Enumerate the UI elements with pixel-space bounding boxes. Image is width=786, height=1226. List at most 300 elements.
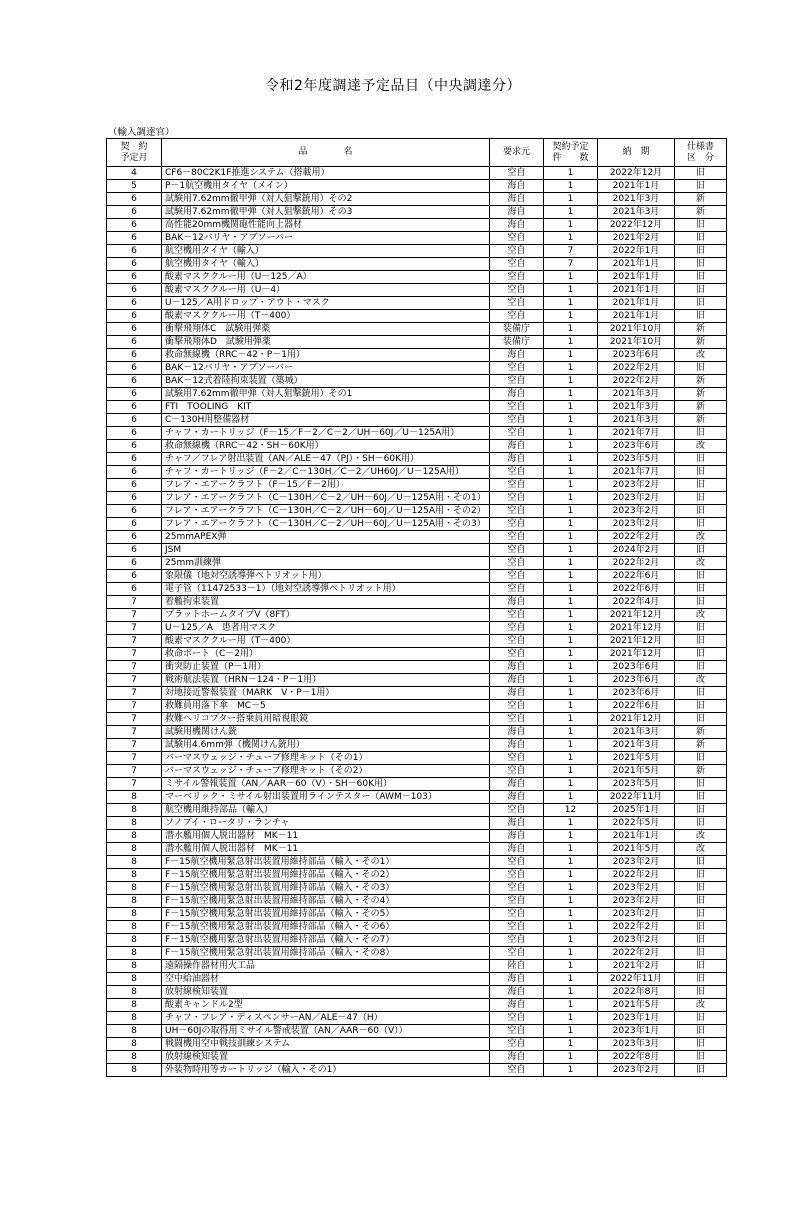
cell-requester: 空自 — [490, 752, 544, 765]
cell-item: 試験用4.6mm弾（機関けん銃用） — [162, 739, 490, 752]
cell-spec: 旧 — [675, 271, 727, 284]
header-contract-month-line1: 契 約 — [120, 141, 148, 152]
cell-delivery: 2023年6月 — [598, 687, 675, 700]
cell-month: 7 — [107, 661, 162, 674]
table-row — [107, 219, 727, 232]
table-row — [107, 310, 727, 323]
cell-month: 8 — [107, 1051, 162, 1064]
cell-month: 6 — [107, 531, 162, 544]
cell-delivery: 2022年6月 — [598, 700, 675, 713]
cell-spec: 旧 — [675, 687, 727, 700]
cell-month: 6 — [107, 505, 162, 518]
cell-requester: 海自 — [490, 778, 544, 791]
cell-delivery: 2022年6月 — [598, 583, 675, 596]
table-row — [107, 1064, 727, 1077]
cell-delivery: 2025年1月 — [598, 804, 675, 817]
cell-month: 6 — [107, 583, 162, 596]
table-row — [107, 791, 727, 804]
cell-delivery: 2021年3月 — [598, 193, 675, 206]
table-row — [107, 713, 727, 726]
cell-requester: 空自 — [490, 648, 544, 661]
cell-item: 救難ヘリコプター搭乗員用暗視眼鏡 — [162, 713, 490, 726]
cell-spec: 旧 — [675, 635, 727, 648]
cell-month: 8 — [107, 817, 162, 830]
cell-delivery: 2021年2月 — [598, 960, 675, 973]
cell-item: 酸素マスククルー用（U－125／A） — [162, 271, 490, 284]
cell-item: 電子管（11472533－1）（地対空誘導弾ペトリオット用） — [162, 583, 490, 596]
cell-delivery: 2023年2月 — [598, 1064, 675, 1077]
cell-spec: 旧 — [675, 895, 727, 908]
cell-item: フレア・エアークラフト（F－15／F－2用） — [162, 479, 490, 492]
cell-item: 救命無線機（RRC－42・SH－60K用） — [162, 440, 490, 453]
cell-month: 8 — [107, 973, 162, 986]
cell-count: 7 — [544, 245, 598, 258]
cell-spec: 改 — [675, 999, 727, 1012]
table-row — [107, 245, 727, 258]
cell-spec: 旧 — [675, 1025, 727, 1038]
cell-spec: 旧 — [675, 219, 727, 232]
cell-requester: 海自 — [490, 661, 544, 674]
cell-delivery: 2021年12月 — [598, 713, 675, 726]
cell-requester: 空自 — [490, 869, 544, 882]
cell-spec: 新 — [675, 726, 727, 739]
table-row — [107, 362, 727, 375]
table-row — [107, 570, 727, 583]
table-row — [107, 752, 727, 765]
cell-month: 6 — [107, 297, 162, 310]
cell-requester: 空自 — [490, 427, 544, 440]
cell-item: 高性能20mm機関砲性能向上器材 — [162, 219, 490, 232]
cell-count: 1 — [544, 700, 598, 713]
table-row — [107, 388, 727, 401]
cell-spec: 旧 — [675, 752, 727, 765]
cell-spec: 旧 — [675, 258, 727, 271]
cell-count: 12 — [544, 804, 598, 817]
cell-spec: 旧 — [675, 921, 727, 934]
cell-requester: 空自 — [490, 518, 544, 531]
cell-month: 7 — [107, 739, 162, 752]
cell-spec: 改 — [675, 557, 727, 570]
cell-requester: 海自 — [490, 193, 544, 206]
cell-item: 放射線検知装置 — [162, 1051, 490, 1064]
cell-delivery: 2021年1月 — [598, 180, 675, 193]
cell-spec: 旧 — [675, 505, 727, 518]
table-row — [107, 531, 727, 544]
cell-delivery: 2021年12月 — [598, 609, 675, 622]
header-requester: 要求元 — [490, 139, 544, 167]
cell-item: F－15航空機用緊急射出装置用維持部品（輸入・その5） — [162, 908, 490, 921]
cell-count: 1 — [544, 1025, 598, 1038]
cell-count: 1 — [544, 453, 598, 466]
cell-spec: 旧 — [675, 167, 727, 180]
cell-count: 1 — [544, 414, 598, 427]
cell-delivery: 2024年2月 — [598, 544, 675, 557]
cell-count: 1 — [544, 622, 598, 635]
cell-spec: 旧 — [675, 232, 727, 245]
table-row — [107, 986, 727, 999]
cell-requester: 海自 — [490, 453, 544, 466]
cell-month: 6 — [107, 401, 162, 414]
cell-count: 1 — [544, 362, 598, 375]
cell-requester: 空自 — [490, 505, 544, 518]
cell-delivery: 2022年12月 — [598, 219, 675, 232]
cell-requester: 海自 — [490, 206, 544, 219]
header-contract-count-line1: 契約予定 — [552, 141, 589, 152]
cell-requester: 海自 — [490, 674, 544, 687]
cell-delivery: 2022年2月 — [598, 947, 675, 960]
cell-requester: 海自 — [490, 726, 544, 739]
cell-delivery: 2023年2月 — [598, 895, 675, 908]
cell-requester: 海自 — [490, 791, 544, 804]
cell-month: 6 — [107, 362, 162, 375]
cell-spec: 旧 — [675, 284, 727, 297]
cell-month: 6 — [107, 258, 162, 271]
table-row — [107, 947, 727, 960]
cell-count: 1 — [544, 557, 598, 570]
cell-requester: 空自 — [490, 583, 544, 596]
cell-requester: 空自 — [490, 908, 544, 921]
cell-requester: 海自 — [490, 986, 544, 999]
cell-month: 8 — [107, 921, 162, 934]
cell-spec: 旧 — [675, 492, 727, 505]
cell-item: JSM — [162, 544, 490, 557]
cell-delivery: 2021年3月 — [598, 401, 675, 414]
table-row — [107, 661, 727, 674]
table-row — [107, 843, 727, 856]
cell-item: バーマスウェッジ・チューブ修理キット（その2） — [162, 765, 490, 778]
cell-requester: 空自 — [490, 362, 544, 375]
cell-requester: 海自 — [490, 817, 544, 830]
cell-requester: 空自 — [490, 947, 544, 960]
cell-delivery: 2021年7月 — [598, 466, 675, 479]
table-row — [107, 427, 727, 440]
cell-count: 1 — [544, 986, 598, 999]
cell-month: 8 — [107, 947, 162, 960]
cell-item: 外装物時用等カートリッジ（輸入・その1） — [162, 1064, 490, 1077]
cell-item: 試験用7.62mm徹甲弾（対人狙撃銃用）その3 — [162, 206, 490, 219]
cell-count: 1 — [544, 661, 598, 674]
cell-month: 8 — [107, 908, 162, 921]
cell-month: 6 — [107, 557, 162, 570]
header-spec-type-line1: 仕様書 — [686, 141, 714, 152]
cell-count: 1 — [544, 219, 598, 232]
cell-requester: 空自 — [490, 167, 544, 180]
cell-item: 救難員用落下傘 MC－5 — [162, 700, 490, 713]
cell-item: バーマスウェッジ・チューブ修理キット（その1） — [162, 752, 490, 765]
table-row — [107, 271, 727, 284]
cell-spec: 新 — [675, 401, 727, 414]
cell-count: 1 — [544, 609, 598, 622]
cell-requester: 空自 — [490, 271, 544, 284]
cell-spec: 旧 — [675, 427, 727, 440]
cell-delivery: 2022年2月 — [598, 869, 675, 882]
table-row — [107, 609, 727, 622]
cell-spec: 旧 — [675, 1064, 727, 1077]
cell-month: 8 — [107, 1025, 162, 1038]
table-row — [107, 999, 727, 1012]
cell-month: 8 — [107, 830, 162, 843]
cell-count: 1 — [544, 921, 598, 934]
cell-spec: 新 — [675, 414, 727, 427]
table-row — [107, 960, 727, 973]
cell-item: 救命ボート（C－2用） — [162, 648, 490, 661]
cell-requester: 空自 — [490, 479, 544, 492]
cell-item: 酸素マスククルー用（T－400） — [162, 310, 490, 323]
cell-item: 潜水艦用個人脱出器材 MK－11 — [162, 830, 490, 843]
cell-delivery: 2023年2月 — [598, 856, 675, 869]
cell-item: 救命無線機（RRC－42・P－1用） — [162, 349, 490, 362]
cell-spec: 旧 — [675, 960, 727, 973]
cell-month: 8 — [107, 934, 162, 947]
cell-delivery: 2021年5月 — [598, 752, 675, 765]
cell-count: 1 — [544, 388, 598, 401]
cell-item: 試験用機関けん銃 — [162, 726, 490, 739]
table-row — [107, 518, 727, 531]
cell-item: CF6－80C2K1F推進システム（搭載用） — [162, 167, 490, 180]
cell-delivery: 2022年2月 — [598, 531, 675, 544]
cell-requester: 空自 — [490, 544, 544, 557]
cell-requester: 海自 — [490, 388, 544, 401]
cell-item: U－125／A用ドロップ・アウト・マスク — [162, 297, 490, 310]
cell-requester: 空自 — [490, 258, 544, 271]
cell-item: 衝撃飛翔体C 試験用弾薬 — [162, 323, 490, 336]
table-body — [107, 167, 727, 1077]
cell-item: マーベリック・ミサイル射出装置用ラインテスター（AWM－103） — [162, 791, 490, 804]
cell-spec: 新 — [675, 336, 727, 349]
cell-delivery: 2021年3月 — [598, 388, 675, 401]
cell-spec: 旧 — [675, 466, 727, 479]
cell-month: 6 — [107, 479, 162, 492]
cell-item: フレア・エアークラフト（C－130H／C－2／UH－60J／U－125A用・その3） — [162, 518, 490, 531]
cell-delivery: 2023年1月 — [598, 1012, 675, 1025]
cell-month: 6 — [107, 232, 162, 245]
cell-requester: 空自 — [490, 921, 544, 934]
cell-month: 8 — [107, 1038, 162, 1051]
cell-spec: 新 — [675, 375, 727, 388]
cell-month: 6 — [107, 219, 162, 232]
cell-spec: 旧 — [675, 908, 727, 921]
procurement-table — [106, 138, 727, 1077]
table-row — [107, 674, 727, 687]
cell-delivery: 2021年5月 — [598, 765, 675, 778]
cell-delivery: 2021年10月 — [598, 323, 675, 336]
cell-delivery: 2021年1月 — [598, 258, 675, 271]
table-row — [107, 440, 727, 453]
table-row — [107, 921, 727, 934]
cell-requester: 空自 — [490, 245, 544, 258]
cell-delivery: 2023年6月 — [598, 661, 675, 674]
cell-month: 6 — [107, 245, 162, 258]
cell-spec: 旧 — [675, 882, 727, 895]
cell-item: フレア・エアークラフト（C－130H／C－2／UH－60J／U－125A用・その1） — [162, 492, 490, 505]
cell-item: ソノブイ・ロータリ・ランチャ — [162, 817, 490, 830]
cell-item: 衝撃飛翔体D 試験用弾薬 — [162, 336, 490, 349]
cell-delivery: 2023年1月 — [598, 1025, 675, 1038]
cell-delivery: 2021年12月 — [598, 622, 675, 635]
cell-item: 象限儀（地対空誘導弾ペトリオット用） — [162, 570, 490, 583]
cell-item: UH－60Jの取得用ミサイル警戒装置（AN／AAR－60（V）） — [162, 1025, 490, 1038]
table-row — [107, 817, 727, 830]
cell-item: 航空機用タイヤ（輸入） — [162, 258, 490, 271]
cell-month: 7 — [107, 713, 162, 726]
header-spec-type-line2: 区 分 — [686, 152, 714, 163]
cell-month: 5 — [107, 180, 162, 193]
cell-requester: 空自 — [490, 895, 544, 908]
cell-count: 1 — [544, 284, 598, 297]
cell-month: 8 — [107, 895, 162, 908]
table-row — [107, 856, 727, 869]
cell-item: チャフ・フレア・ディスペンサーAN／ALE－47（H） — [162, 1012, 490, 1025]
cell-item: 25mmAPEX弾 — [162, 531, 490, 544]
cell-delivery: 2023年5月 — [598, 778, 675, 791]
table-row — [107, 895, 727, 908]
cell-month: 7 — [107, 700, 162, 713]
cell-requester: 空自 — [490, 1064, 544, 1077]
cell-count: 1 — [544, 180, 598, 193]
cell-spec: 旧 — [675, 1051, 727, 1064]
cell-spec: 改 — [675, 609, 727, 622]
table-row — [107, 778, 727, 791]
cell-requester: 空自 — [490, 232, 544, 245]
cell-requester: 空自 — [490, 622, 544, 635]
cell-requester: 空自 — [490, 635, 544, 648]
cell-count: 1 — [544, 375, 598, 388]
table-row — [107, 180, 727, 193]
cell-month: 7 — [107, 622, 162, 635]
table-row — [107, 1025, 727, 1038]
cell-requester: 空自 — [490, 310, 544, 323]
cell-month: 6 — [107, 336, 162, 349]
cell-count: 1 — [544, 843, 598, 856]
cell-spec: 旧 — [675, 804, 727, 817]
cell-spec: 旧 — [675, 1012, 727, 1025]
cell-count: 1 — [544, 518, 598, 531]
cell-delivery: 2021年1月 — [598, 284, 675, 297]
cell-month: 8 — [107, 1064, 162, 1077]
table-row — [107, 700, 727, 713]
cell-requester: 海自 — [490, 687, 544, 700]
cell-requester: 空自 — [490, 297, 544, 310]
table-row — [107, 869, 727, 882]
cell-item: F－15航空機用緊急射出装置用維持部品（輸入・その6） — [162, 921, 490, 934]
cell-delivery: 2021年1月 — [598, 271, 675, 284]
cell-requester: 海自 — [490, 180, 544, 193]
cell-spec: 旧 — [675, 453, 727, 466]
cell-count: 1 — [544, 713, 598, 726]
cell-delivery: 2022年2月 — [598, 557, 675, 570]
cell-requester: 海自 — [490, 739, 544, 752]
cell-month: 8 — [107, 999, 162, 1012]
cell-item: F－15航空機用緊急射出装置用維持部品（輸入・その7） — [162, 934, 490, 947]
cell-requester: 空自 — [490, 856, 544, 869]
cell-month: 6 — [107, 453, 162, 466]
cell-spec: 旧 — [675, 362, 727, 375]
table-row — [107, 193, 727, 206]
cell-count: 1 — [544, 349, 598, 362]
table-row — [107, 323, 727, 336]
cell-item: 戦闘機用空中戦技訓練システム — [162, 1038, 490, 1051]
cell-count: 1 — [544, 401, 598, 414]
cell-month: 8 — [107, 843, 162, 856]
header-delivery: 納 期 — [598, 139, 675, 167]
table-row — [107, 336, 727, 349]
cell-requester: 空自 — [490, 1012, 544, 1025]
cell-spec: 旧 — [675, 1038, 727, 1051]
cell-month: 8 — [107, 791, 162, 804]
cell-count: 1 — [544, 505, 598, 518]
cell-month: 6 — [107, 518, 162, 531]
cell-spec: 旧 — [675, 479, 727, 492]
cell-requester: 装備庁 — [490, 323, 544, 336]
cell-month: 8 — [107, 869, 162, 882]
cell-count: 1 — [544, 323, 598, 336]
header-item-name: 品 名 — [162, 139, 490, 167]
cell-spec: 旧 — [675, 518, 727, 531]
cell-delivery: 2021年1月 — [598, 830, 675, 843]
cell-count: 1 — [544, 778, 598, 791]
cell-count: 1 — [544, 674, 598, 687]
cell-month: 7 — [107, 609, 162, 622]
cell-month: 4 — [107, 167, 162, 180]
cell-count: 1 — [544, 531, 598, 544]
cell-requester: 空自 — [490, 713, 544, 726]
table-row — [107, 375, 727, 388]
cell-spec: 旧 — [675, 700, 727, 713]
cell-count: 1 — [544, 583, 598, 596]
table-row — [107, 648, 727, 661]
cell-item: F－15航空機用緊急射出装置用維持部品（輸入・その2） — [162, 869, 490, 882]
cell-month: 8 — [107, 960, 162, 973]
cell-month: 8 — [107, 882, 162, 895]
cell-requester: 海自 — [490, 349, 544, 362]
table-row — [107, 765, 727, 778]
cell-item: P－1航空機用タイヤ（メイン） — [162, 180, 490, 193]
cell-month: 6 — [107, 323, 162, 336]
cell-requester: 空自 — [490, 466, 544, 479]
cell-item: 着艦拘束装置 — [162, 596, 490, 609]
cell-item: F－15航空機用緊急射出装置用維持部品（輸入・その8） — [162, 947, 490, 960]
cell-item: 25mm訓練弾 — [162, 557, 490, 570]
cell-requester: 空自 — [490, 375, 544, 388]
table-row — [107, 492, 727, 505]
cell-requester: 海自 — [490, 830, 544, 843]
cell-count: 1 — [544, 765, 598, 778]
cell-delivery: 2021年3月 — [598, 726, 675, 739]
cell-delivery: 2021年5月 — [598, 843, 675, 856]
cell-count: 1 — [544, 232, 598, 245]
table-row — [107, 258, 727, 271]
table-row — [107, 908, 727, 921]
cell-spec: 旧 — [675, 934, 727, 947]
table-row — [107, 206, 727, 219]
cell-spec: 旧 — [675, 245, 727, 258]
cell-requester: 空自 — [490, 531, 544, 544]
cell-month: 6 — [107, 427, 162, 440]
cell-month: 6 — [107, 206, 162, 219]
cell-delivery: 2023年3月 — [598, 1038, 675, 1051]
cell-count: 1 — [544, 856, 598, 869]
cell-delivery: 2022年2月 — [598, 921, 675, 934]
cell-requester: 空自 — [490, 1025, 544, 1038]
table-row — [107, 401, 727, 414]
cell-delivery: 2022年5月 — [598, 817, 675, 830]
cell-spec: 旧 — [675, 570, 727, 583]
cell-count: 1 — [544, 934, 598, 947]
cell-delivery: 2021年5月 — [598, 999, 675, 1012]
section-label: （輸入調達官） — [108, 127, 175, 138]
cell-month: 6 — [107, 310, 162, 323]
cell-delivery: 2022年8月 — [598, 986, 675, 999]
